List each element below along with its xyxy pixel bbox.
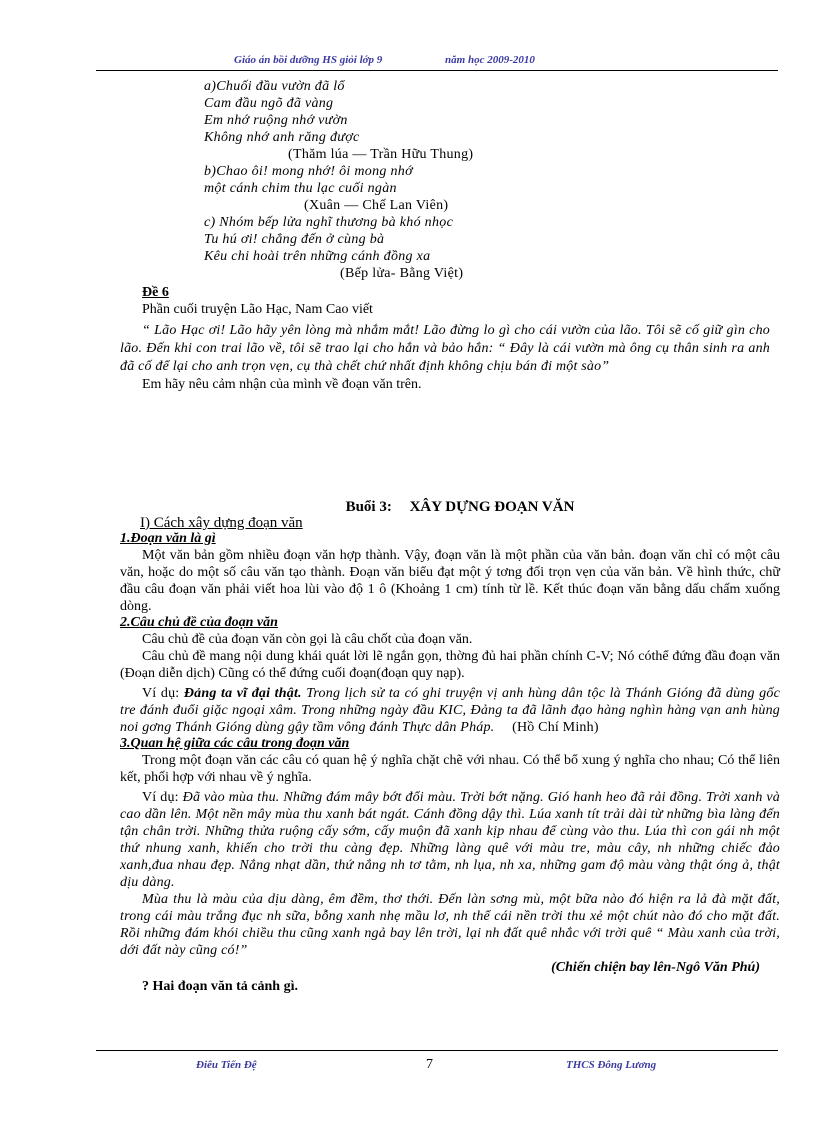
exercise-quote: “ Lão Hạc ơi! Lão hãy yên lòng mà nhắm mắt! Lão đừng lo gì cho cái vườn của lão. Tôi sẽ cố giữ gìn cho lão. Đến khi con trai lão về, tôi sẽ trao lại cho hắn và bảo hắn: “ Đây là cái vườn mà ông cụ thân sinh ra anh đã cố để lại cho anh trọn vẹn, cụ thà chết chứ nhất định không chịu bán đi một sào”: [120, 323, 770, 374]
example-label: Ví dụ:: [142, 790, 179, 805]
poem-block: [204, 78, 780, 282]
page-content: [120, 78, 780, 995]
poem-line: Cam đầu ngõ đã vàng: [204, 96, 334, 111]
page-footer: [96, 1050, 778, 1072]
poem-source: (Thăm lúa — Trần Hữu Thung): [288, 147, 474, 162]
poem-line: Không nhớ anh răng được: [204, 130, 360, 145]
lesson-title: XÂY DỰNG ĐOẠN VĂN: [409, 499, 575, 515]
poem-line: c) Nhóm bếp lửa nghĩ thương bà khó nhọc: [204, 215, 454, 230]
example-text: Trong lịch sử ta có ghi truyện vị anh hùng dân tộc là Thánh Gióng đã dùng gốc tre đánh đuổi giặc ngoại xâm. Trong những ngày đầu KIC, Đảng ta đã lãnh đạo hàng nghìn hàng vạn anh hùng noi gơng Thánh Gióng dùng gậy tầm vông đánh Thực dân Pháp.: [120, 686, 780, 735]
exercise-intro: Phần cuối truyện Lão Hạc, Nam Cao viết: [142, 302, 373, 317]
paragraph: Câu chủ đề mang nội dung khái quát lời lẽ ngắn gọn, thờng đủ hai phần chính C-V; Nó cóthể đứng đầu đoạn văn (Đoạn diễn dịch) Cũng có thể đứng cuối đoạn(đoạn quy nạp).: [120, 649, 780, 681]
poem-line: Em nhớ ruộng nhớ vườn: [204, 113, 348, 128]
exercise-title: Đề 6: [142, 285, 169, 300]
example-source: (Chiến chiện bay lên-Ngô Văn Phú): [551, 960, 760, 975]
poem-line: Tu hú ơi! chẳng đến ở cùng bà: [204, 232, 385, 247]
paragraph: Câu chủ đề của đoạn văn còn gọi là câu chốt của đoạn văn.: [142, 632, 473, 647]
example-paragraph: [120, 789, 780, 891]
poem-line: Kêu chi hoài trên những cánh đồng xa: [204, 249, 431, 264]
example-bold: Đảng ta vĩ đại thật.: [183, 686, 302, 701]
question: ? Hai đoạn văn tả cảnh gì.: [142, 979, 298, 994]
paragraph: Một văn bản gồm nhiều đoạn văn hợp thành. Vậy, đoạn văn là một phần của văn bản. đoạn văn chỉ có một câu văn, hoặc do một số câu văn tạo thành. Đoạn văn biểu đạt một ý tơng đối trọn vẹn của văn bản. Về hình thức, chữ đầu câu đoạn văn phải viết hoa lùi vào độ 1 ô (Khoảng 1 cm) tính từ lề. Kết thúc đoạn văn bằng dấu chấm xuống dòng.: [120, 548, 780, 614]
example-paragraph: Mùa thu là màu của dịu dàng, êm đềm, thơ thới. Đến làn sơng mù, một bữa nào đó hiện ra lả đà mặt đất, trong cái màu trắng đục nh sữa, bỗng xanh nhẹ mầu lơ, nh thể cái nền trời thu xẻ một chút nào đó cho mặt đất. Rồi những đám khói chiều thu cũng xanh ngả bay lên trời, lại nh đất quê nhắc với trời quê “ Màu xanh của trời, dới đất này cũng có!”: [120, 892, 780, 958]
example-source: (Hồ Chí Minh): [512, 720, 599, 735]
footer-left: Điêu Tiến Đệ: [196, 1059, 257, 1071]
poem-line: một cánh chim thu lạc cuối ngàn: [204, 181, 397, 196]
header-left: Giáo án bồi dưỡng HS giỏi lớp 9: [234, 54, 383, 66]
example-paragraph: [120, 685, 780, 736]
poem-source: (Bếp lửa- Bằng Việt): [340, 266, 464, 281]
exercise-question: Em hãy nêu cảm nhận của mình về đoạn văn trên.: [142, 377, 422, 392]
lesson-heading: [140, 499, 780, 516]
section-title: I) Cách xây dựng đoạn văn: [140, 515, 303, 531]
header-right: năm học 2009-2010: [445, 54, 535, 66]
paragraph: Trong một đoạn văn các câu có quan hệ ý nghĩa chặt chẽ với nhau. Có thể bổ xung ý nghĩa cho nhau; Có thể liên kết, phối hợp với nhau về ý nghĩa.: [120, 753, 780, 785]
poem-line: b)Chao ôi! mong nhớ! ôi mong nhớ: [204, 164, 413, 179]
page-number: 7: [426, 1057, 433, 1072]
subsection-title: 3.Quan hệ giữa các câu trong đoạn văn: [120, 736, 350, 751]
footer-right: THCS Đông Lương: [566, 1059, 657, 1071]
poem-source: (Xuân — Chế Lan Viên): [304, 198, 449, 213]
subsection-title: 1.Đoạn văn là gì: [120, 531, 216, 546]
page-header: [96, 54, 778, 71]
example-text: Đã vào mùa thu. Những đám mây bớt đổi màu. Trời bớt nặng. Gió hanh heo đã rải đồng. Trời xanh và cao dần lên. Một nền mây mùa thu xanh bát ngát. Cánh đồng dậy thì. Lúa xanh tít trải dài từ những bìa làng đến tận chân trời. Những thửa ruộng cấy sớm, cấy muộn đã xanh kịp nhau để cùng vào thu. Lúa thì con gái nh một thứ nhung xanh, khiến cho trời thu càng đẹp. Những làng quê với màu tre, màu cây, nh những chiếc đảo xanh,đua nhau đẹp. Nắng nhạt dần, thứ nắng nh tơ tằm, nh lụa, nh xa, những gam độ màu vàng thật óng ả, thật dịu dàng.: [120, 790, 781, 890]
poem-line: a)Chuối đầu vườn đã lổ: [204, 79, 345, 94]
lesson-label: Buổi 3:: [345, 499, 392, 515]
subsection-title: 2.Câu chủ đề của đoạn văn: [120, 615, 278, 630]
example-label: Ví dụ:: [142, 686, 180, 701]
